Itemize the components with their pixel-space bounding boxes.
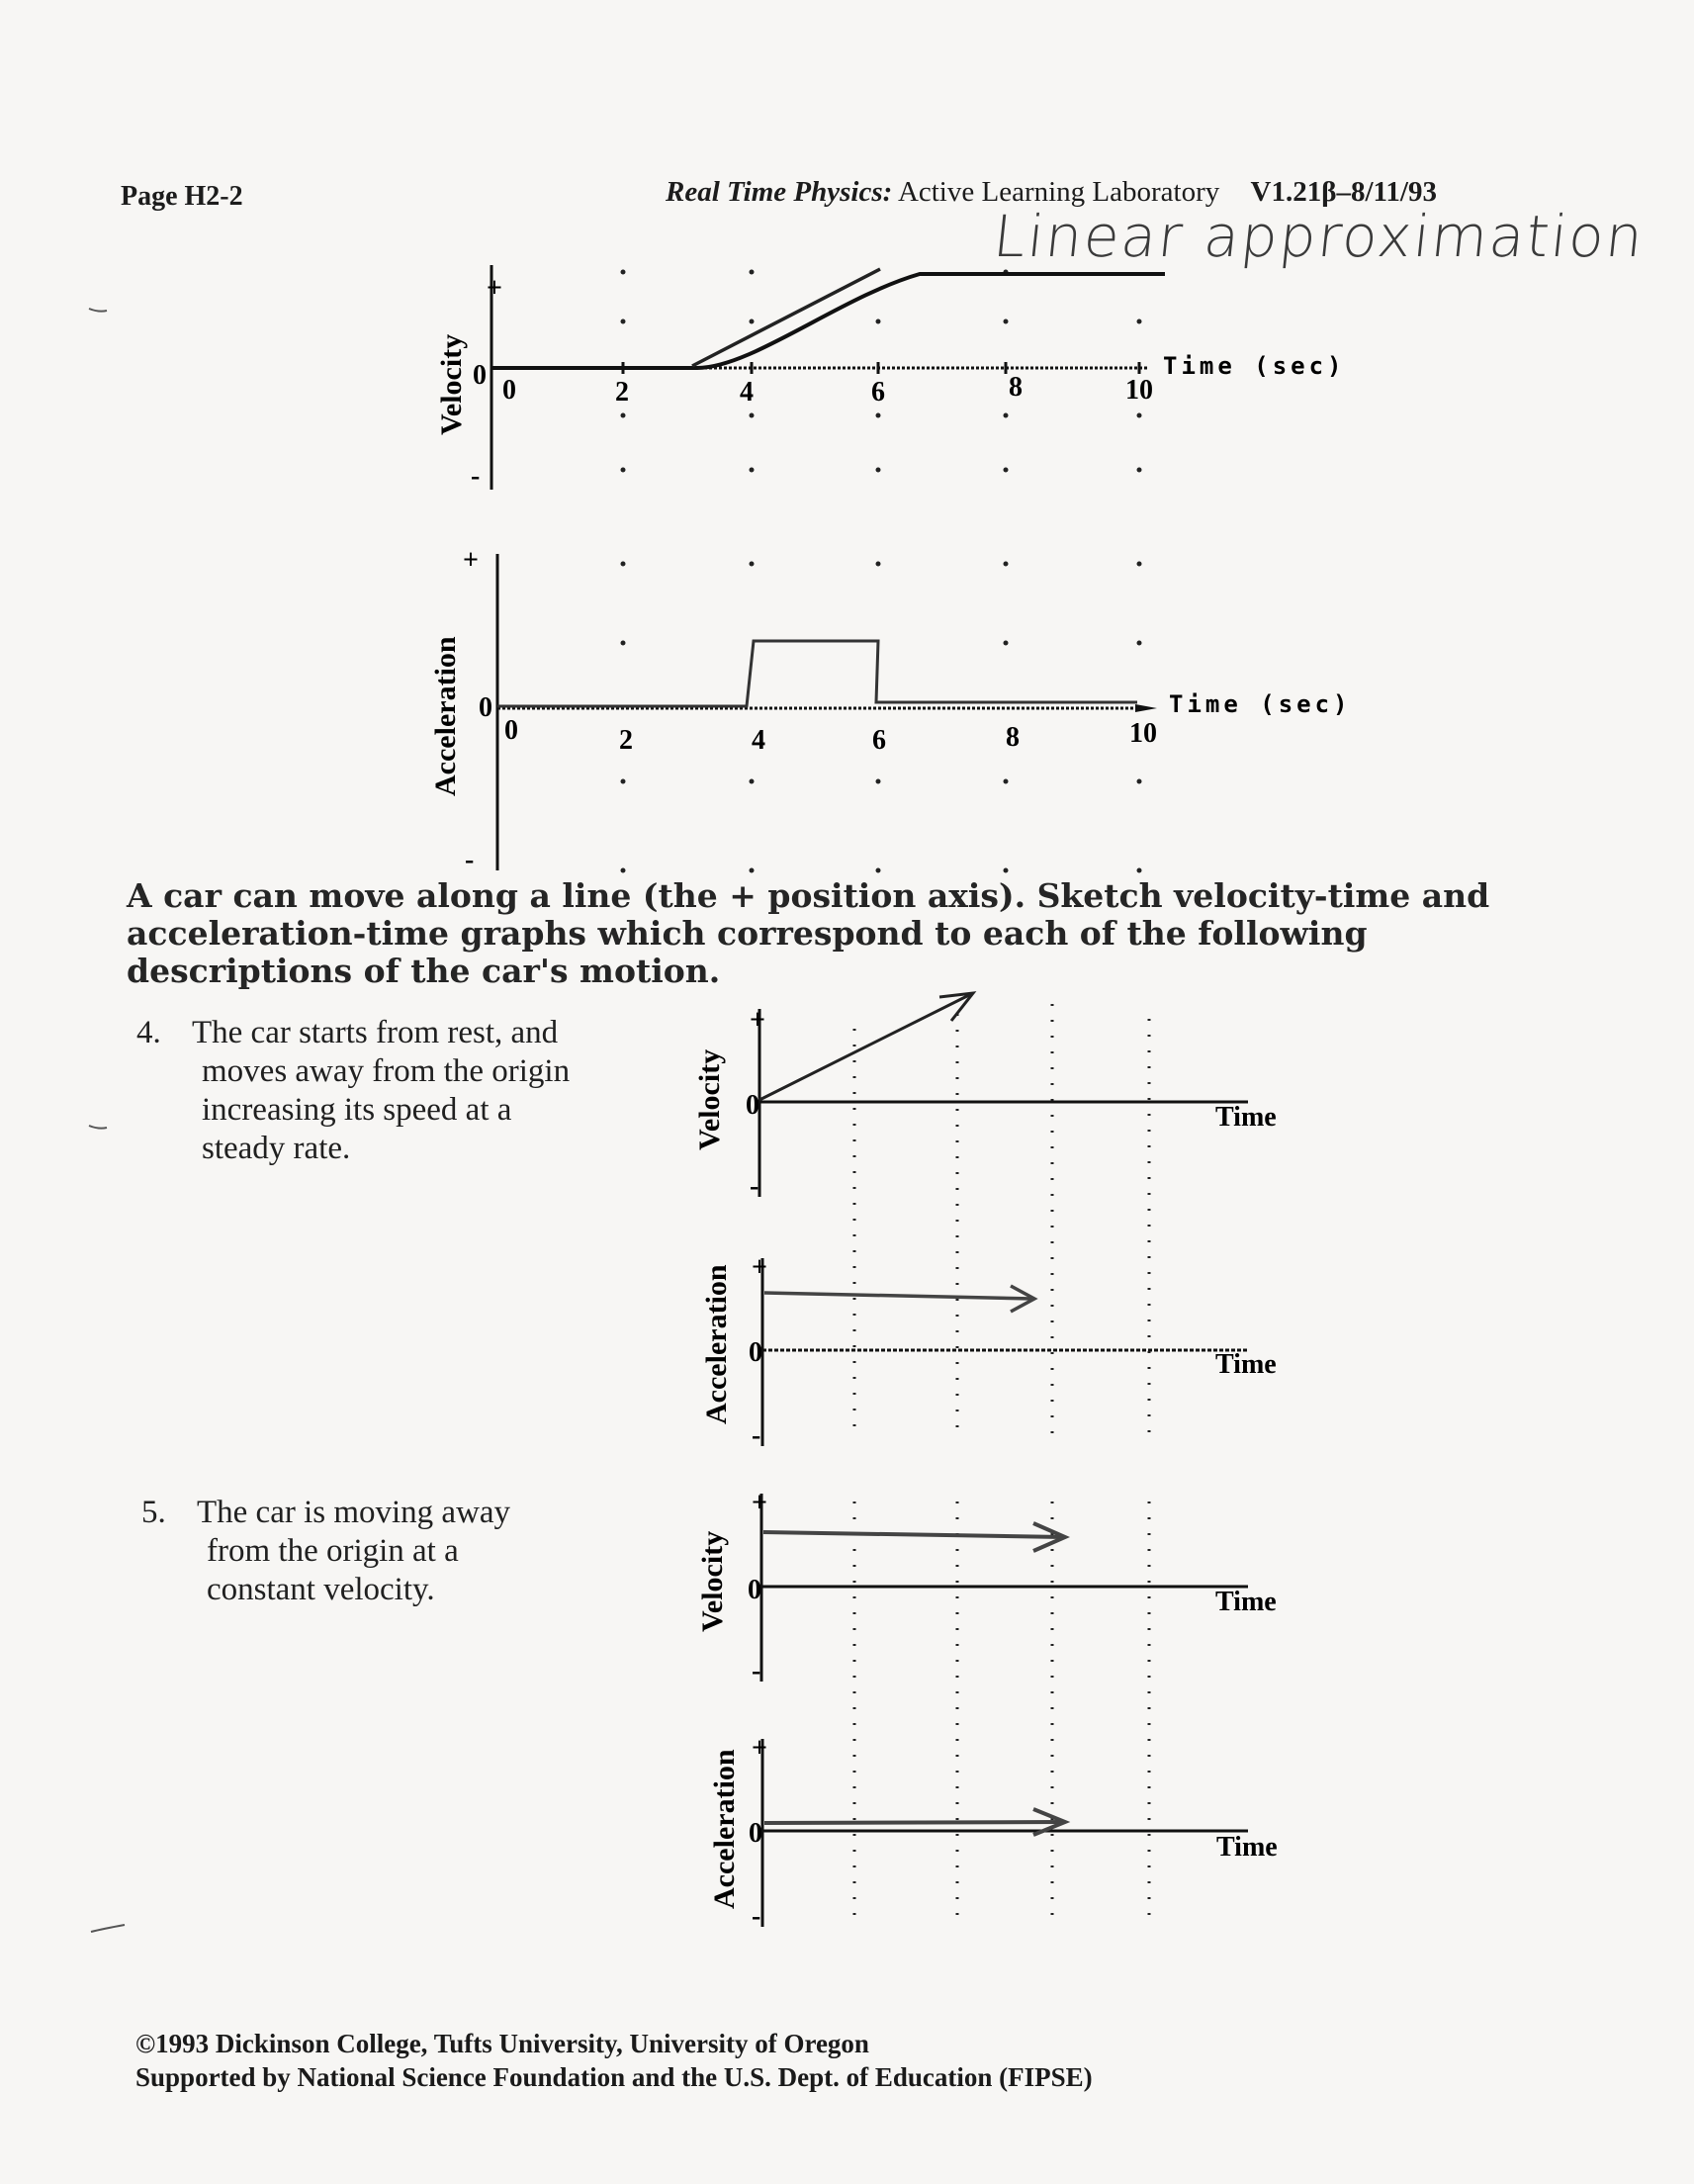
acceleration-tick-labels	[504, 715, 1157, 756]
q5-velocity-plus: +	[752, 1488, 767, 1518]
velocity-plus-label: +	[487, 273, 502, 304]
q4-velocity-time: Time	[1215, 1102, 1277, 1133]
handwritten-note: Linear approximation	[990, 203, 1649, 270]
binder-marks	[89, 309, 125, 1932]
velocity-zero-label: 0	[473, 360, 487, 391]
velocity-axis-title: Velocity	[435, 333, 468, 435]
footer	[135, 2027, 1093, 2094]
question-5-number: 5.	[141, 1495, 166, 1530]
copyright-line: ©1993 Dickinson College, Tufts University, University of Oregon	[135, 2029, 869, 2058]
velocity-minus-label: -	[471, 461, 481, 492]
series-title: Real Time Physics:	[666, 176, 893, 208]
svg-text:6: 6	[872, 725, 886, 756]
q5-accel-sketch	[764, 1822, 1063, 1823]
question-5-line-3: constant velocity.	[207, 1572, 435, 1607]
question-5	[141, 1494, 616, 1609]
q4-velocity-plus: +	[750, 1005, 765, 1036]
q4-velocity-title: Velocity	[693, 1048, 726, 1150]
velocity-time-label: Time (sec)	[1163, 352, 1346, 380]
question-4-line-4: steady rate.	[202, 1131, 351, 1166]
q5-dotted-verticals	[854, 1502, 1149, 1924]
svg-text:8: 8	[1006, 722, 1020, 753]
svg-text:10: 10	[1125, 375, 1153, 406]
acceleration-time-label: Time (sec)	[1169, 690, 1352, 718]
acceleration-axis-title: Acceleration	[429, 636, 462, 796]
q5-velocity-minus: -	[752, 1656, 761, 1686]
version-date: V1.21β–8/11/93	[1250, 176, 1437, 208]
q4-accel-zero: 0	[749, 1337, 762, 1368]
acceleration-zero-label: 0	[479, 692, 492, 723]
svg-text:4: 4	[752, 725, 765, 756]
acceleration-plus-label: +	[463, 545, 479, 576]
acceleration-axis-arrow	[1135, 704, 1157, 712]
svg-text:0: 0	[502, 375, 516, 406]
question-4-number: 4.	[136, 1015, 161, 1050]
svg-text:4: 4	[740, 377, 754, 408]
q5-velocity-zero: 0	[748, 1575, 761, 1605]
q4-accel-time: Time	[1215, 1349, 1277, 1380]
q4-velocity-sketch	[759, 994, 971, 1100]
question-4-line-2: moves away from the origin	[202, 1053, 571, 1089]
intro-paragraph: A car can move along a line (the + position axis). Sketch velocity-time and acceleration-time graphs which correspond to each of the following descriptions of the car's motion.	[127, 876, 1490, 990]
q5-velocity-title: Velocity	[696, 1530, 729, 1632]
q4-dotted-verticals	[854, 1004, 1149, 1434]
acceleration-minus-label: -	[465, 845, 475, 875]
svg-text:8: 8	[1009, 372, 1023, 403]
velocity-grid-dots	[621, 270, 1142, 473]
question-5-line-2: from the origin at a	[207, 1533, 459, 1569]
svg-text:6: 6	[871, 377, 885, 408]
q5-accel-plus: +	[752, 1733, 767, 1764]
velocity-tick-labels	[502, 372, 1153, 408]
q4-velocity-minus: -	[750, 1171, 759, 1202]
acceleration-grid-dots	[621, 562, 1142, 873]
question-4-line-3: increasing its speed at a	[202, 1092, 512, 1128]
question-5-line-1: The car is moving away	[197, 1495, 511, 1530]
acceleration-step-sketch	[497, 641, 1137, 706]
q5-accel-title: Acceleration	[708, 1749, 741, 1909]
q4-accel-plus: +	[752, 1252, 767, 1283]
q5-velocity-time: Time	[1215, 1587, 1277, 1617]
lab-title: Active Learning Laboratory	[897, 176, 1220, 208]
q4-velocity-zero: 0	[746, 1090, 759, 1121]
svg-text:10: 10	[1129, 718, 1157, 749]
q4-accel-sketch	[764, 1293, 1033, 1299]
question-4-line-1: The car starts from rest, and	[192, 1015, 559, 1050]
q4-accel-title: Acceleration	[700, 1264, 733, 1424]
velocity-curve	[491, 274, 1165, 368]
svg-text:0: 0	[504, 715, 518, 746]
support-line: Supported by National Science Foundation and the U.S. Dept. of Education (FIPSE)	[135, 2062, 1093, 2092]
svg-text:2: 2	[615, 377, 629, 408]
q5-velocity-sketch	[763, 1532, 1063, 1537]
page-number: Page H2-2	[121, 181, 243, 212]
q5-accel-minus: -	[752, 1901, 761, 1932]
linear-approximation-line	[692, 269, 880, 366]
question-4	[136, 1014, 631, 1168]
q4-accel-minus: -	[752, 1420, 761, 1451]
svg-text:2: 2	[619, 725, 633, 756]
q5-accel-time: Time	[1216, 1832, 1278, 1863]
q5-accel-zero: 0	[749, 1818, 762, 1849]
